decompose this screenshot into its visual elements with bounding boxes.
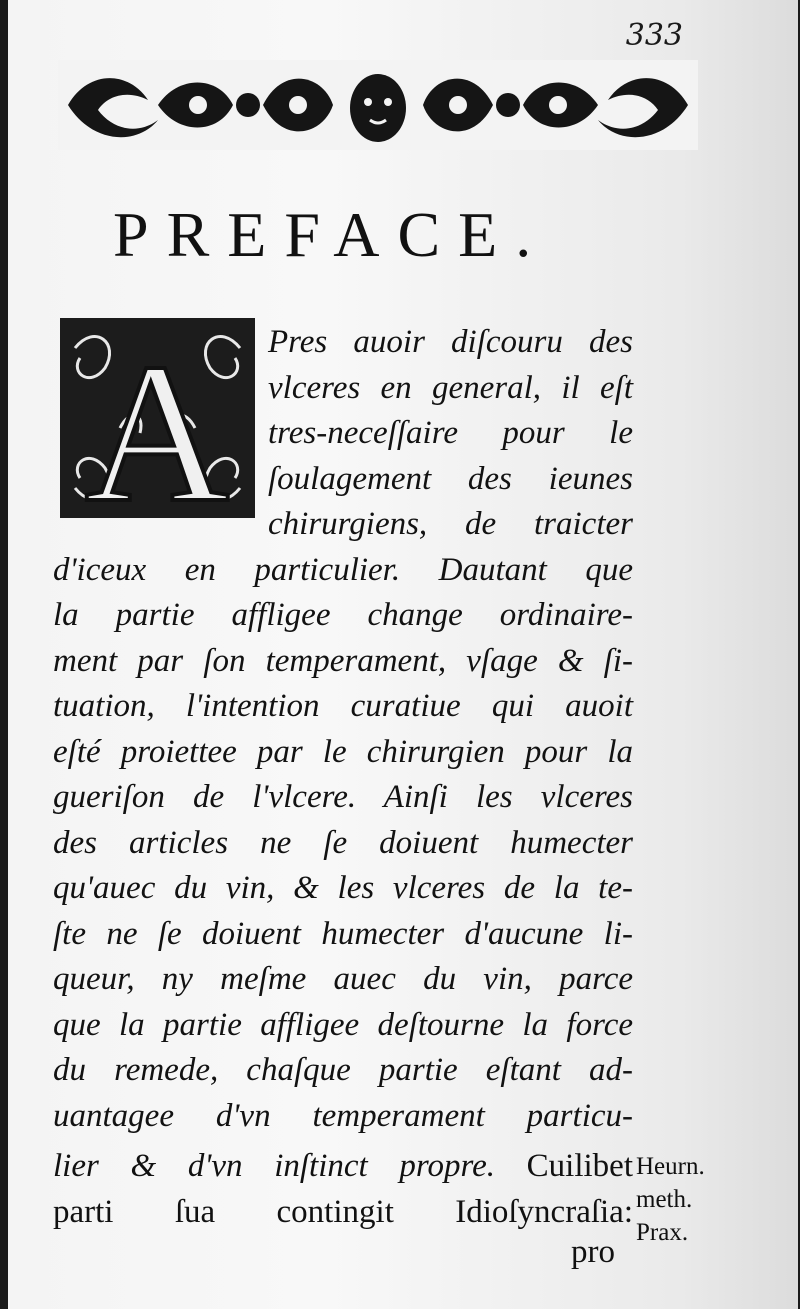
text-line: Pres auoir diſcouru des [268, 324, 633, 360]
text-line: chirurgiens, de traicter [268, 506, 633, 542]
text-line: tres-neceſſaire pour le [268, 415, 633, 451]
margin-note-line: meth. [636, 1186, 693, 1213]
catchword: pro [571, 1234, 615, 1270]
text-line: la partie affligee change ordinaire- [53, 597, 633, 633]
text-line: qu'auec du vin, & les vlceres de la te- [53, 870, 633, 906]
text-line: du remede, chaſque partie eſtant ad- [53, 1052, 633, 1088]
text-line: que la partie affligee deſtourne la force [53, 1006, 633, 1043]
text-line: gueriſon de l'vlcere. Ainſi les vlceres [53, 779, 633, 815]
text-line: tuation, l'intention curatiue qui auoit [53, 688, 633, 724]
text-line: eſté proiettee par le chirurgien pour la [53, 733, 633, 770]
marginal-citation [636, 1150, 705, 1249]
italic-segment: lier & d'vn inſtinct propre. [53, 1148, 495, 1184]
margin-note-line: Prax. [636, 1219, 689, 1246]
text-line: vlceres en general, il eſt [268, 369, 633, 406]
margin-note-line: Heurn. [636, 1153, 705, 1180]
text-line: ſoulagement des ieunes [268, 460, 633, 497]
bleed-through-text [68, 155, 628, 193]
latin-segment: Cuilibet [526, 1148, 633, 1184]
page-title: PREFACE. [113, 199, 550, 270]
text-line: ſte ne ſe doiuent humecter d'aucune li- [53, 915, 633, 952]
drop-cap-letter: A [84, 323, 230, 518]
text-line: ment par ſon temperament, vſage & ſi- [53, 642, 633, 679]
floral-headpiece-ornament [58, 60, 698, 150]
text-line: queur, ny meſme auec du vin, parce [53, 961, 633, 997]
text-line: des articles ne ſe doiuent humecter [53, 824, 633, 861]
book-page [8, 0, 798, 1309]
latin-line: parti ſua contingit Idioſyncraſia: [53, 1194, 633, 1230]
text-line: uantagee d'vn temperament particu- [53, 1097, 633, 1134]
page-number: 333 [625, 18, 683, 53]
mixed-line [53, 1143, 633, 1189]
body-text [53, 320, 633, 1139]
latin-quotation [53, 1143, 633, 1235]
text-line: d'iceux en particulier. Dautant que [53, 551, 633, 588]
